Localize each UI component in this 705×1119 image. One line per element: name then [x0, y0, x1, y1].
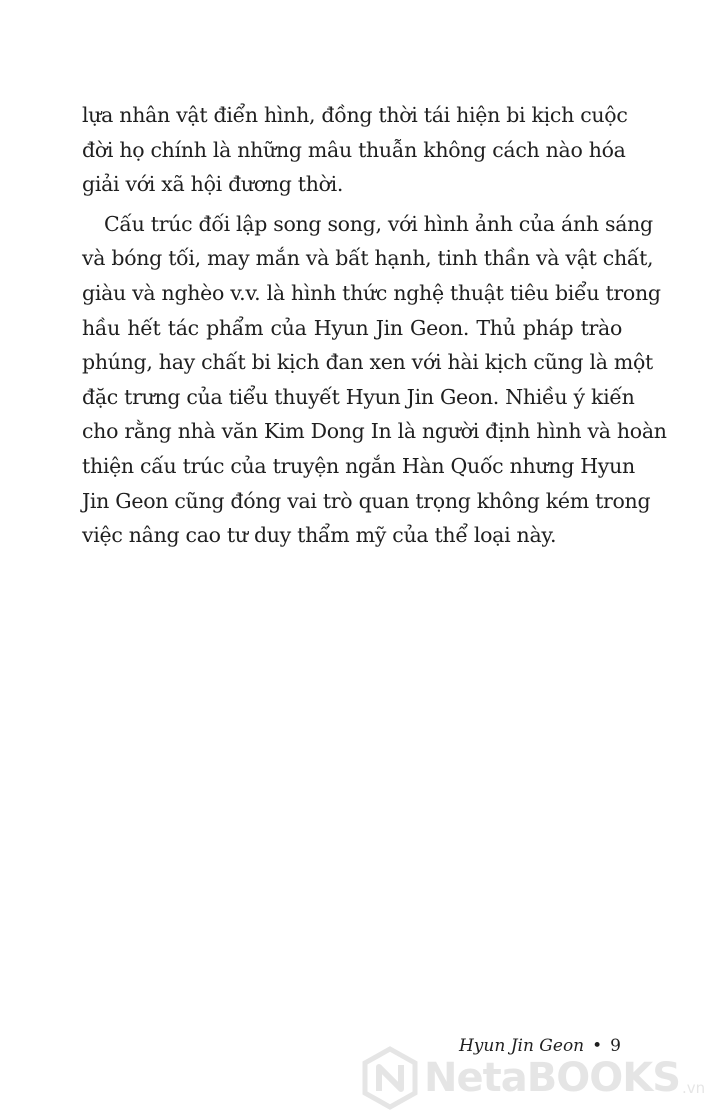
text-line: thiện cấu trúc của truyện ngắn Hàn Quốc nhưng Hyun: [82, 453, 635, 478]
page-number: 9: [610, 1036, 621, 1056]
text-line: việc nâng cao tư duy thẩm mỹ của thể loại này.: [82, 523, 557, 548]
watermark-suffix: .vn: [682, 1079, 705, 1097]
text-line: giải với xã hội đương thời.: [82, 172, 344, 197]
watermark-brand: NetaBOOKS: [424, 1055, 681, 1101]
paragraph-1: [82, 98, 628, 202]
paragraph-2: [82, 207, 667, 553]
footer-bullet: •: [592, 1036, 603, 1056]
text-line: Cấu trúc đối lập song song, với hình ảnh của ánh sáng: [104, 211, 653, 236]
neta-logo-icon: [362, 1047, 418, 1109]
text-line: lựa nhân vật điển hình, đồng thời tái hiện bi kịch cuộc: [82, 103, 628, 127]
watermark: [362, 1043, 705, 1113]
footer-author: Hyun Jin Geon: [458, 1036, 585, 1056]
text-line: đặc trưng của tiểu thuyết Hyun Jin Geon. Nhiều ý kiến: [82, 384, 635, 409]
text-line: cho rằng nhà văn Kim Dong In là người định hình và hoàn: [82, 419, 667, 444]
text-line: đời họ chính là những mâu thuẫn không cách nào hóa: [82, 137, 626, 162]
text-line: hầu hết tác phẩm của Hyun Jin Geon. Thủ pháp trào: [82, 315, 622, 340]
text-line: và bóng tối, may mắn và bất hạnh, tinh thần và vật chất,: [82, 246, 654, 271]
text-line: giàu và nghèo v.v. là hình thức nghệ thuật tiêu biểu trong: [82, 280, 661, 305]
body-text: [82, 98, 667, 553]
text-line: phúng, hay chất bi kịch đan xen với hài kịch cũng là một: [82, 350, 653, 375]
text-line: Jin Geon cũng đóng vai trò quan trọng không kém trong: [82, 488, 651, 513]
